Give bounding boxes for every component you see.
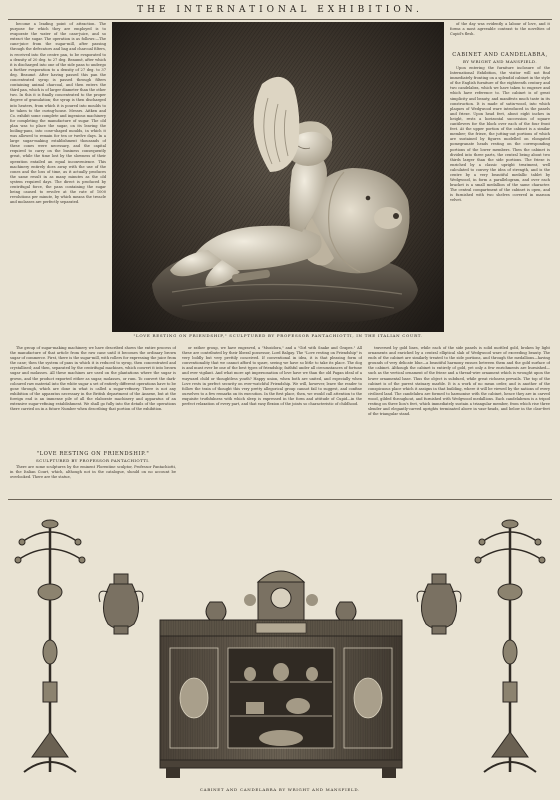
love-resting-subheading: SCULPTURED BY PROFESSOR PANTACHIOTTI. [36,458,150,463]
lower-column-2 [182,346,362,496]
right-top-column [450,22,550,52]
top-engraving-caption: "LOVE RESTING ON FRIENDSHIP," SCULPTURED BY PROFESSOR PANTACHIOTTI, IN THE ITALIAN COURT. [133,333,423,338]
cabinet-engraving [10,502,550,784]
love-resting-heading: "LOVE RESTING ON FRIENDSHIP." [36,451,150,457]
lower-text-d: traversed by gold lines, while each of the side panels is solid mottled gold, broken by light ornaments and enriched by a central elliptical slab of Wedgwood ware of exceeding beauty. The ends of the cabinet are similarly treated to the side portions, and through the medallions—having grounds of very delicate blue—a beautiful harmony ensues between them and the gold surface of the cabinet. Although the cabinet is entirely of gold, yet only a few enrichments are burnished—such as the vertical ornament of the frieze and a thread-wire ornament which is wrought upon the lower ornamental base. Thus the object is subdued, while great richness prevails. The top of the cabinet is of the purest statuary marble. It is a work of no mean order, and is another of the conspicuous place which it assigns in that building, where it will be viewed by the nations of every civilised land. The candelabra are formed to harmonise with the cabinet, hence they are in carved wood, gilded throughout, and furnished with Wedgwood medallions. Each candelabrum is a tripod resting on three lion's feet, which immediately sustain a triangular member, from which rise three slender and elegantly-carved uprights terminated above in vase-heads, and below in the claw-feet of the triangular stand. [368,346,550,417]
cabinet-description-column [450,66,550,342]
masthead-title: THE INTERNATIONAL EXHIBITION. [137,5,423,15]
cabinet-heading: CABINET AND CANDELABRA, [452,52,548,58]
bottom-engraving-caption: CABINET AND CANDELABRA BY WRIGHT AND MANSFIELD. [199,787,361,792]
love-resting-engraving [112,22,444,332]
cabinet-candelabra-illustration [10,502,550,784]
masthead [8,4,552,18]
left-text-column [10,22,106,347]
lower-text-a: The group of sugar-making machinery we have described shows the entire process of the manufacture of that article from the raw cane until it becomes the ordinary brown sugar of commerce. First, there is the sugar-mill, with rollers for expressing the juice from the cane; then the system of pans in which it is reduced to syrup, then concentrated and crystallised; and then, separated by the centrifugal machines, which convert it into brown sugar and molasses. All these machines are used on the plantations where the sugar is grown, and the product exported either as sugar, molasses, or rum. To convert the dark-coloured raw material into the white sugar a set of entirely different operations have to be gone through, which are done in what is called a sugar-refinery. There is not any exhibition of the apparatus necessary in the British department of the Annexe, but at the foreign end is an immense pile of all the elaborate machinery and apparatus of an extensive sugar-refining establishment. We shall go fully into the details of the operations there carried on in a future Number when describing that portion of the exhibition. [10,346,176,412]
lower-column-1 [10,346,176,451]
left-column-text: become a leading point of attraction. The purpose for which they are employed is to evaporate the water of the cane-juice, and so extract the sugar. The operation is as follows:—The cane-juice from the sugar-mill, after passing through the defecators and bag and charcoal filters, is received into the centre pan, to be evaporated to a density of 20 deg. to 27 deg. Beaumé, after which it is discharged into one of the side pans to undergo a further evaporation to a density of 27 deg. to 37 deg. Beaumé. After having passed this pan the concentrated syrup is passed through filters containing animal charcoal, and then enters the third pan, which is of larger diameter than the other two. In this it is finally concentrated to the proper degree of granulation; the syrup is then discharged into heaters, from which it is poured into moulds to be taken to the curing-house. Messrs. Aitken and Co. exhibit some complete and ingenious machinery for completing the manufacture of sugar. The old plan was to place the sugar, on its leaving the boiling-pans, into cone-shaped moulds, in which it was allowed to remain for ten or twelve days. In a large sugar-making establishment thousands of these cones were necessary, and the capital required to carry on the business consequently great, while the time lost by the slowness of their operation entailed an equal inconvenience. This machinery entirely does away with the use of the cones and the loss of time, as it actually produces the same result in as many minutes as the old system required days. The direct is produced by centrifugal force, the pans containing the sugar being caused to revolve at the rate of 1000 revolutions per minute, by which means the treacle and molasses are perfectly separated. [10,22,106,205]
lower-column-1b [10,465,176,495]
lower-text-b: There are some sculptures by the eminent Florentine sculptor, Professor Pantachiotti, in the Italian Court, which, although not in the catalogue, should on no account be overlooked. There are the statue, [10,465,176,480]
masthead-rule [8,19,552,20]
cabinet-description: Upon entering the furniture inclosure of the International Exhibition, the visitor will not find immediately fronting on a splendid cabinet in the style of the English furniture of the eighteenth century and two candelabra, which we have taken to engrave and which have reference to. The cabinet is of great simplicity and beauty, and manifests much taste in its construction. It is made of satin-wood, into which plaques of Wedgwood ware introduced in the panels and frieze. Upon head feet, about eight inches in height, rests a horizontal succession of square cantilevers for the block over each of the four front feet. At the upper portion of the cabinet is a similar member; the frieze, the jutting-out portions of which are sustained by figures modelled on elongated pomegranate heads resting on the corresponding portions of the lower members. Then the cabinet is divided into three parts, the central being about two thirds larger than the side portions. The frieze is enriched by a classic upright treatment, well calculated to convey the idea of strength, and is the centre by a very beautiful medallic tablet by Wedgwood, in form a parallelogram, and over each bracket is a small medallion of the same character. The central compartment of the cabinet is open, and is furnished with two shelves covered in maroon velvet. [450,66,550,203]
section-rule [8,499,552,500]
right-column-text: of the day was evidently a labour of love, and it forms a most agreeable contrast to the novelties of Cupid's flesh. [450,22,550,37]
cabinet-subheading: BY WRIGHT AND MANSFIELD. [462,59,538,64]
love-resting-illustration [112,22,444,332]
lower-column-3 [368,346,550,496]
lower-text-c: or rather group, we have engraved, a "Musidora," and a "Girl with Snake and Grapes." All these are contributed by their liberal possessor, Lord Balgay. The "Love resting on Friendship" is very boldly but very prettily conceived. If conventional in idea, it is that pleasing form of conventionality that we cannot afford to spare, seeing we have so little to take its place. The dog is and must ever be one of the best types of friendship; faithful under all circumstances of fortune and ever vigilant. And what more apt impersonation of love have we than the old Pagan ideal of a wayward child or thoughtless youth? Happy union, when both are united, and especially when Love rests in perfect security on ever-watchful Friendship. We will, however, leave the reader to follow the train of thought this very pretty allegorical group cannot fail to suggest, and confine ourselves to a few remarks on its execution. In the first place, then, we would call attention to the exquisite truthfulness with which sleep is expressed in the form and attitude of Cupid—in the perfect relaxation of every part, and that easy flexion of the joints so characteristic of childhood. [182,346,362,407]
